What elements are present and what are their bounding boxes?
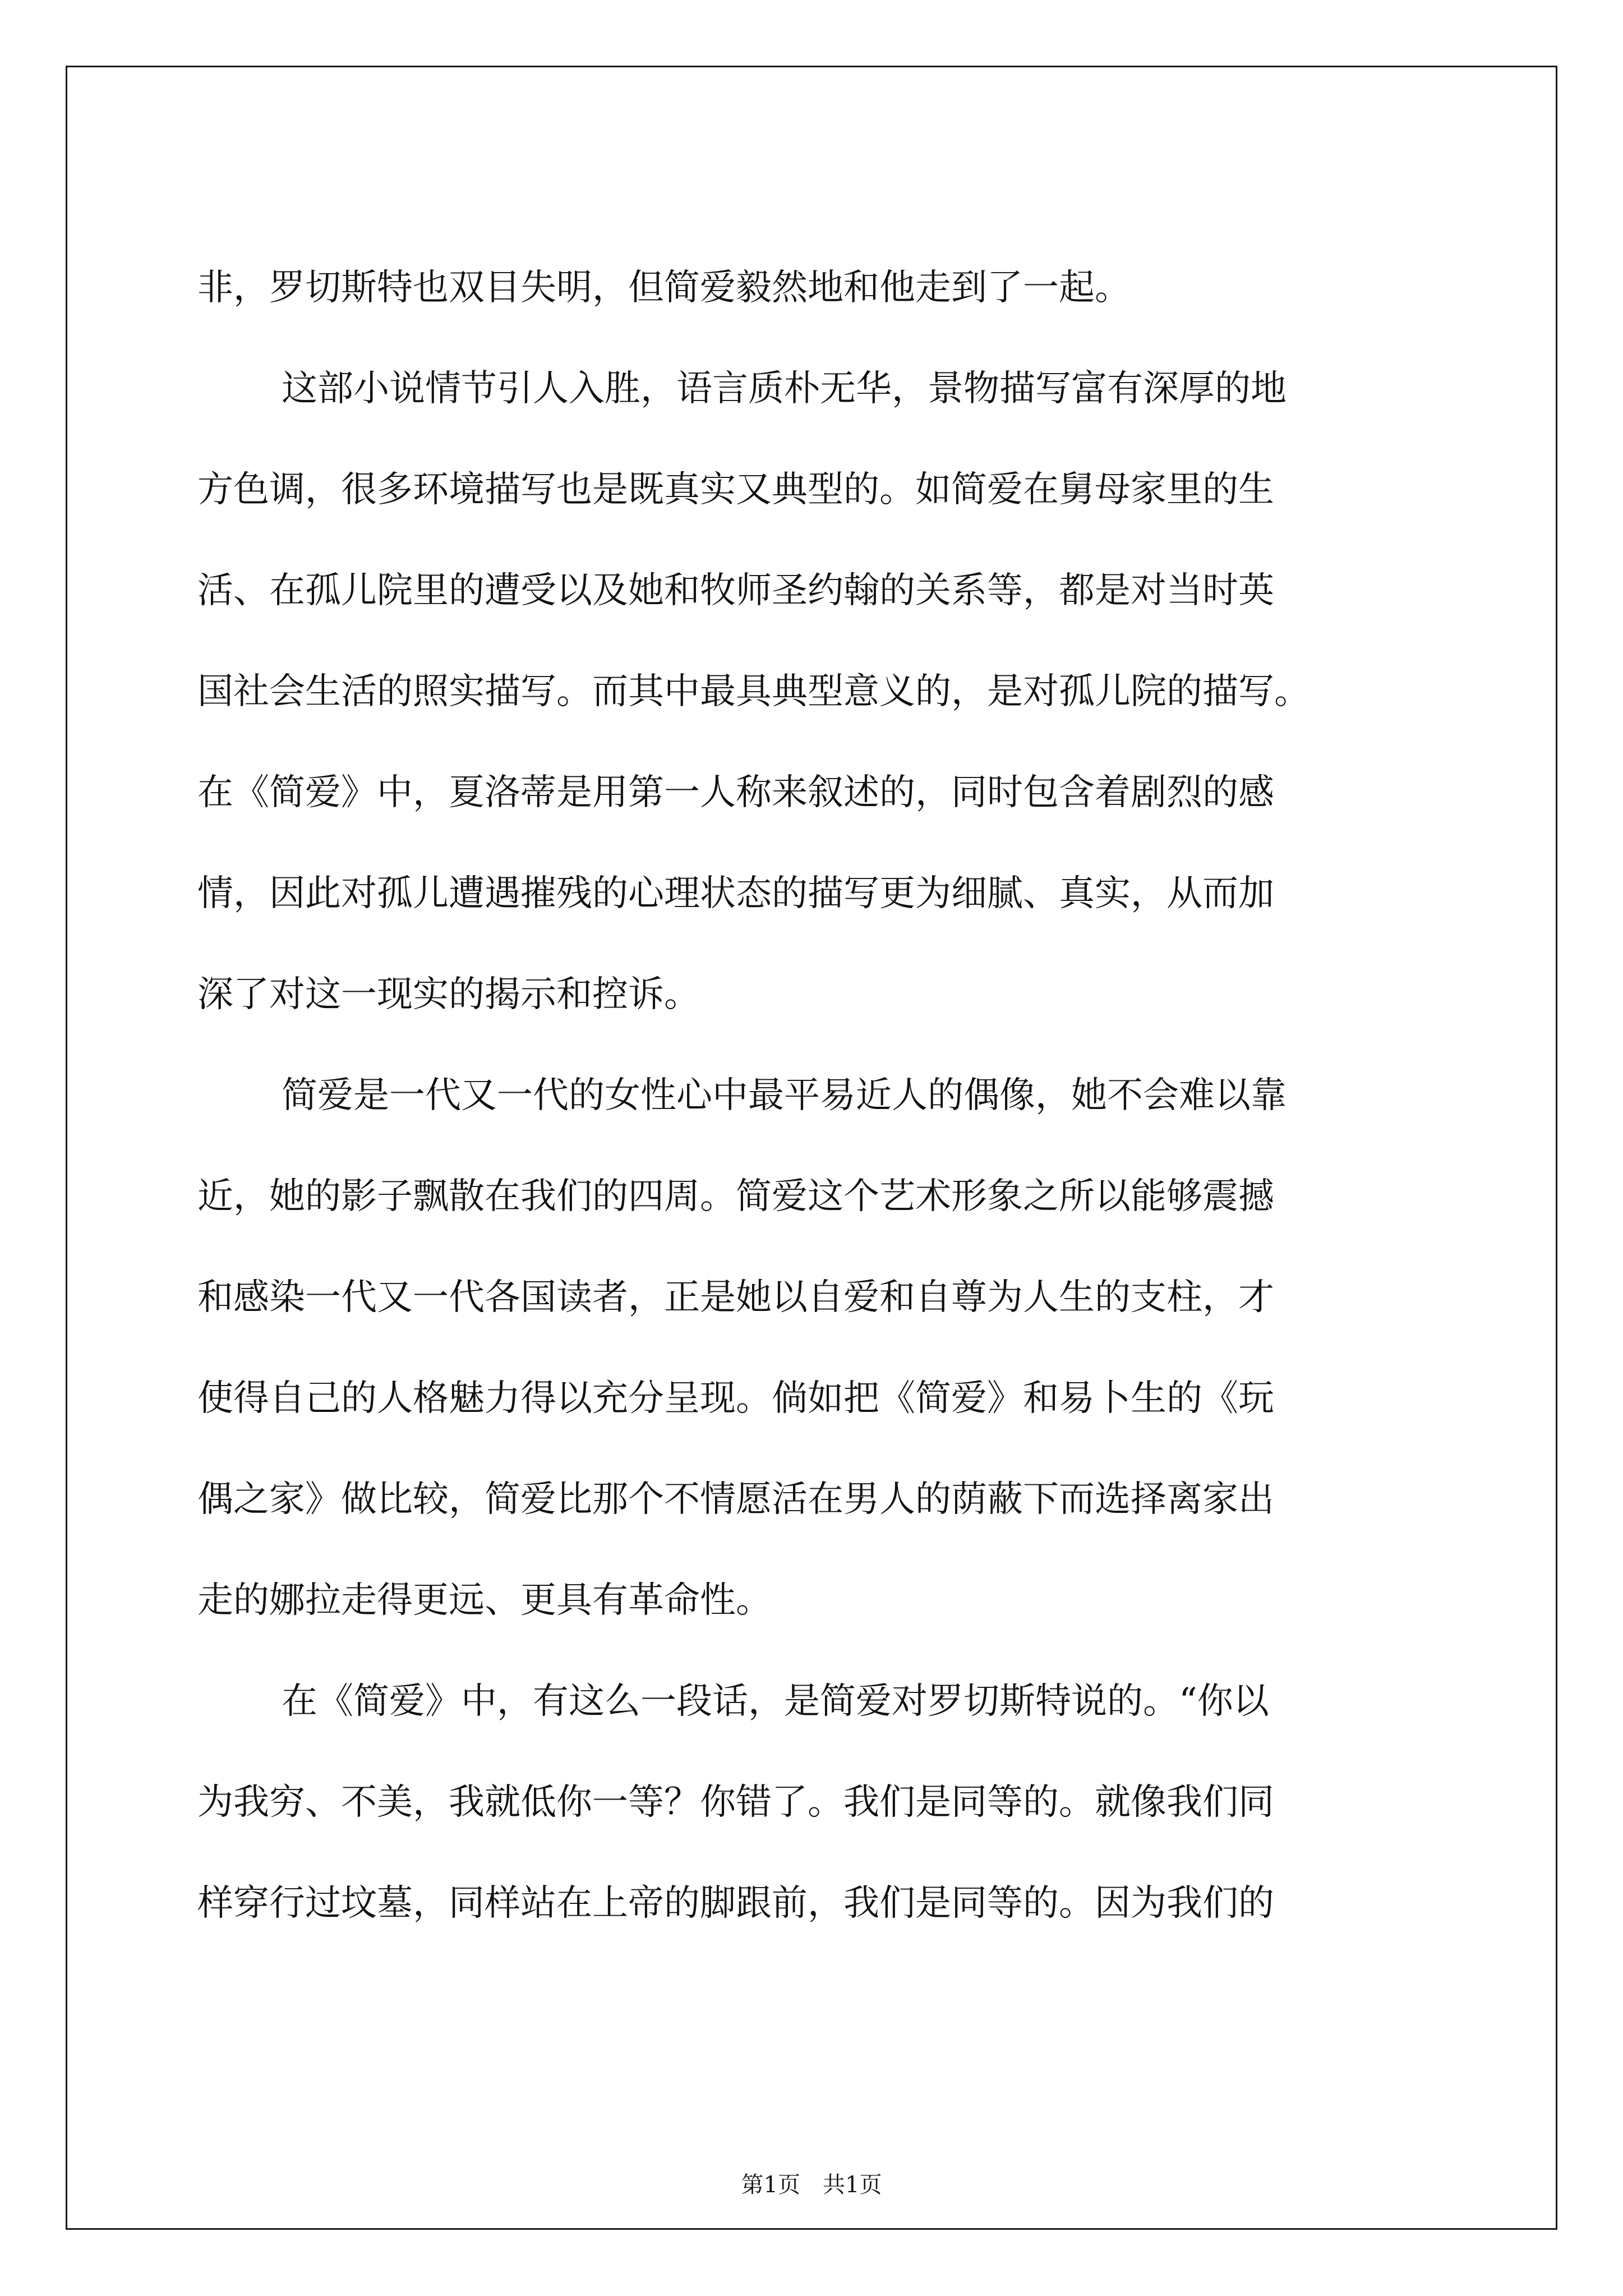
text-line: 在《简爱》中，有这么一段话，是简爱对罗切斯特说的。“你以 [282,1681,1269,1722]
text-line: 非，罗切斯特也双目失明，但简爱毅然地和他走到了一起。 [197,267,1131,309]
text-line: 为我穷、不美，我就低你一等？你错了。我们是同等的。就像我们同 [197,1782,1274,1823]
text-line: 在《简爱》中，夏洛蒂是用第一人称来叙述的，同时包含着剧烈的感 [197,772,1274,813]
text-line: 偶之家》做比较，简爱比那个不情愿活在男人的荫蔽下而选择离家出 [197,1479,1274,1520]
text-line: 情，因此对孤儿遭遇摧残的心理状态的描写更为细腻、真实，从而加 [197,873,1274,914]
text-line: 近，她的影子飘散在我们的四周。简爱这个艺术形象之所以能够震撼 [197,1176,1274,1217]
text-line: 活、在孤儿院里的遭受以及她和牧师圣约翰的关系等，都是对当时英 [197,570,1274,611]
text-line: 使得自己的人格魅力得以充分呈现。倘如把《简爱》和易卜生的《玩 [197,1378,1274,1419]
page-frame [66,66,1557,2230]
text-line: 和感染一代又一代各国读者，正是她以自爱和自尊为人生的支柱，才 [197,1277,1274,1318]
page-total: 共1页 [823,2172,882,2198]
text-line: 深了对这一现实的揭示和控诉。 [197,974,700,1015]
text-line: 走的娜拉走得更远、更具有革命性。 [197,1580,772,1621]
text-line: 方色调，很多环境描写也是既真实又典型的。如简爱在舅母家里的生 [197,469,1274,510]
page-footer [67,2171,1556,2199]
text-line: 样穿行过坟墓，同样站在上帝的脚跟前，我们是同等的。因为我们的 [197,1883,1274,1924]
text-line: 这部小说情节引人入胜，语言质朴无华，景物描写富有深厚的地 [282,368,1287,409]
text-line: 简爱是一代又一代的女性心中最平易近人的偶像，她不会难以靠 [282,1075,1287,1116]
page-number: 第1页 [741,2172,800,2198]
text-line: 国社会生活的照实描写。而其中最具典型意义的，是对孤儿院的描写。 [197,671,1310,712]
